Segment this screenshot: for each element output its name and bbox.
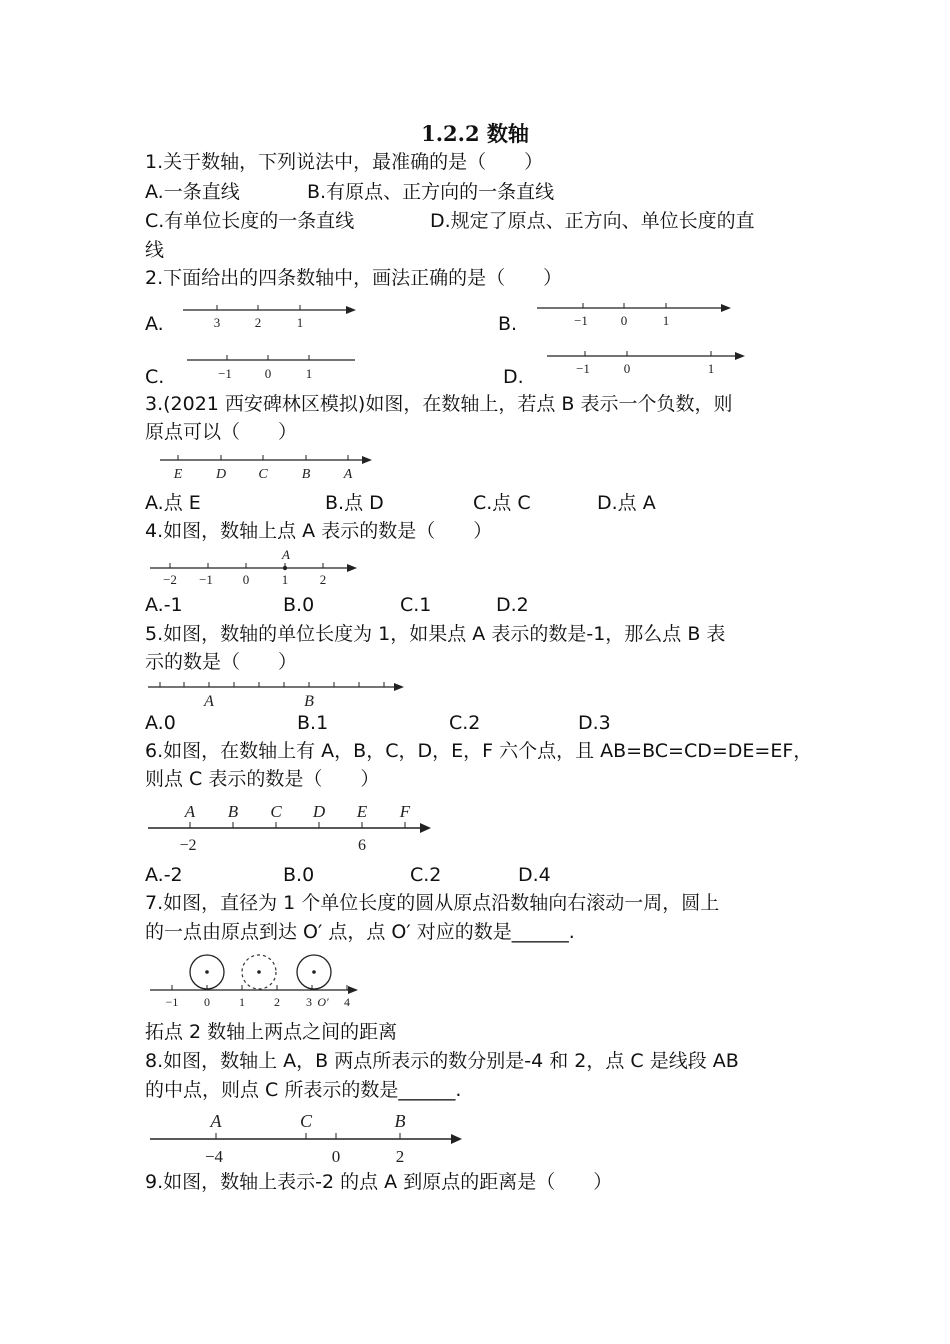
q4-option-b: B.0 xyxy=(283,594,315,616)
q8-stem-line1: 8.如图，数轴上 A，B 两点所表示的数分别是-4 和 2，点 C 是线段 AB xyxy=(145,1050,739,1072)
q3-point-label: C xyxy=(258,467,268,482)
q7-tick-label: 4 xyxy=(344,995,350,1009)
q5-stem-line1: 5.如图，数轴的单位长度为 1，如果点 A 表示的数是-1，那么点 B 表 xyxy=(145,623,726,645)
q3-point-label: E xyxy=(173,467,183,482)
q2-axis-b-label: −1 xyxy=(574,313,588,328)
q4-tick-label: −1 xyxy=(199,572,213,587)
q5-point-label: A xyxy=(204,693,214,710)
q5-option-d: D.3 xyxy=(578,712,611,734)
q2-axis-c-label: 1 xyxy=(305,366,313,381)
q3-option-d: D.点 A xyxy=(597,492,656,514)
q5-number-line xyxy=(146,678,411,710)
q1-option-b: B.有原点、正方向的一条直线 xyxy=(307,181,555,203)
q2-axis-b-label: 0 xyxy=(620,313,628,328)
q8-number-line xyxy=(148,1108,468,1168)
q7-tick-label: 1 xyxy=(239,995,245,1009)
q3-point-label: A xyxy=(343,467,353,482)
q2-option-a: A. xyxy=(145,313,164,335)
q4-tick-label: −2 xyxy=(163,572,177,587)
q3-number-line xyxy=(158,450,378,484)
q4-tick-label: 0 xyxy=(242,572,250,587)
q2-axis-a-label: 1 xyxy=(296,315,304,330)
q2-axis-d-label: 1 xyxy=(707,361,715,376)
q4-number-line xyxy=(148,546,363,590)
q3-option-a: A.点 E xyxy=(145,492,201,514)
q1-option-d-cont: 线 xyxy=(145,239,165,261)
q4-point-a-label: A xyxy=(282,547,290,562)
q6-point-label: C xyxy=(270,802,282,821)
q2-axis-b-label: 1 xyxy=(662,313,670,328)
q6-point-label: D xyxy=(312,802,326,821)
q2-axis-d-label: 0 xyxy=(623,361,631,376)
q4-tick-label: 2 xyxy=(319,572,327,587)
q8-point-label: C xyxy=(299,1111,313,1131)
q1-option-d: D.规定了原点、正方向、单位长度的直 xyxy=(430,210,755,232)
q6-value-label: −2 xyxy=(179,837,197,854)
q5-stem-line2: 示的数是（ ） xyxy=(145,651,298,673)
q5-option-b: B.1 xyxy=(297,712,329,734)
q8-value-label: −4 xyxy=(204,1147,224,1166)
q6-point-label: B xyxy=(227,802,239,821)
q3-point-label: B xyxy=(301,467,311,482)
q6-stem-line1: 6.如图，在数轴上有 A，B，C，D，E，F 六个点，且 AB=BC=CD=DE=EF， xyxy=(145,740,813,762)
q2-option-d: D. xyxy=(503,366,524,388)
q8-point-label: A xyxy=(210,1111,222,1131)
q7-rolling-circle-figure xyxy=(148,952,363,1010)
q6-stem-line2: 则点 C 表示的数是（ ） xyxy=(145,768,380,790)
q6-option-d: D.4 xyxy=(518,864,551,886)
q7-tick-label: 0 xyxy=(204,995,210,1009)
q7-stem-line1: 7.如图，直径为 1 个单位长度的圆从原点沿数轴向右滚动一周，圆上 xyxy=(145,892,720,914)
q7-stem-line2: 的一点由原点到达 O′ 点，点 O′ 对应的数是______. xyxy=(145,921,575,943)
q5-option-a: A.0 xyxy=(145,712,176,734)
q3-stem-line1: 3.(2021 西安碑林区模拟)如图，在数轴上，若点 B 表示一个负数，则 xyxy=(145,393,733,415)
q8-point-label: B xyxy=(394,1111,406,1131)
q2-axis-a-label: 2 xyxy=(254,315,262,330)
q2-axis-a-label: 3 xyxy=(213,315,221,330)
q9-stem: 9.如图，数轴上表示-2 的点 A 到原点的距离是（ ） xyxy=(145,1171,613,1193)
q7-tick-label: −1 xyxy=(165,995,179,1009)
q1-option-a: A.一条直线 xyxy=(145,181,240,203)
q1-option-c: C.有单位长度的一条直线 xyxy=(145,210,355,232)
section-heading: 拓点 2 数轴上两点之间的距离 xyxy=(145,1021,398,1043)
q8-value-label: 0 xyxy=(331,1147,341,1166)
q6-point-label: F xyxy=(399,802,411,821)
q5-option-c: C.2 xyxy=(449,712,481,734)
q4-option-a: A.-1 xyxy=(145,594,183,616)
q4-option-d: D.2 xyxy=(496,594,529,616)
q7-tick-label: 3 xyxy=(306,995,312,1009)
q2-option-c: C. xyxy=(145,366,165,388)
q1-stem: 1.关于数轴，下列说法中，最准确的是（ ） xyxy=(145,151,544,173)
q3-point-label: D xyxy=(215,467,227,482)
q6-value-label: 6 xyxy=(358,837,366,854)
q6-point-label: A xyxy=(184,802,196,821)
q2-axis-d-label: −1 xyxy=(576,361,590,376)
q6-option-c: C.2 xyxy=(410,864,442,886)
q4-stem: 4.如图，数轴上点 A 表示的数是（ ） xyxy=(145,520,493,542)
q2-axis-c-label: −1 xyxy=(218,366,232,381)
q2-axis-b xyxy=(535,296,735,330)
q8-value-label: 2 xyxy=(395,1147,405,1166)
q7-oprime-label: O′ xyxy=(317,995,329,1009)
q2-axis-a xyxy=(180,300,365,334)
q7-tick-label: 2 xyxy=(274,995,280,1009)
q3-option-b: B.点 D xyxy=(325,492,384,514)
q4-tick-label: 1 xyxy=(281,572,289,587)
q3-stem-line2: 原点可以（ ） xyxy=(145,421,298,443)
q8-stem-line2: 的中点，则点 C 所表示的数是______. xyxy=(145,1079,462,1101)
q6-point-label: E xyxy=(356,802,368,821)
q2-stem: 2.下面给出的四条数轴中，画法正确的是（ ） xyxy=(145,267,563,289)
q3-option-c: C.点 C xyxy=(473,492,531,514)
q6-number-line xyxy=(146,798,436,858)
q2-axis-c-label: 0 xyxy=(264,366,272,381)
q5-point-label: B xyxy=(304,693,314,710)
q2-axis-d xyxy=(545,344,750,382)
page-title: 1.2.2 数轴 xyxy=(421,121,529,146)
q4-option-c: C.1 xyxy=(400,594,432,616)
q6-option-a: A.-2 xyxy=(145,864,183,886)
q6-option-b: B.0 xyxy=(283,864,315,886)
q2-option-b: B. xyxy=(498,313,518,335)
q2-axis-c xyxy=(185,350,365,384)
